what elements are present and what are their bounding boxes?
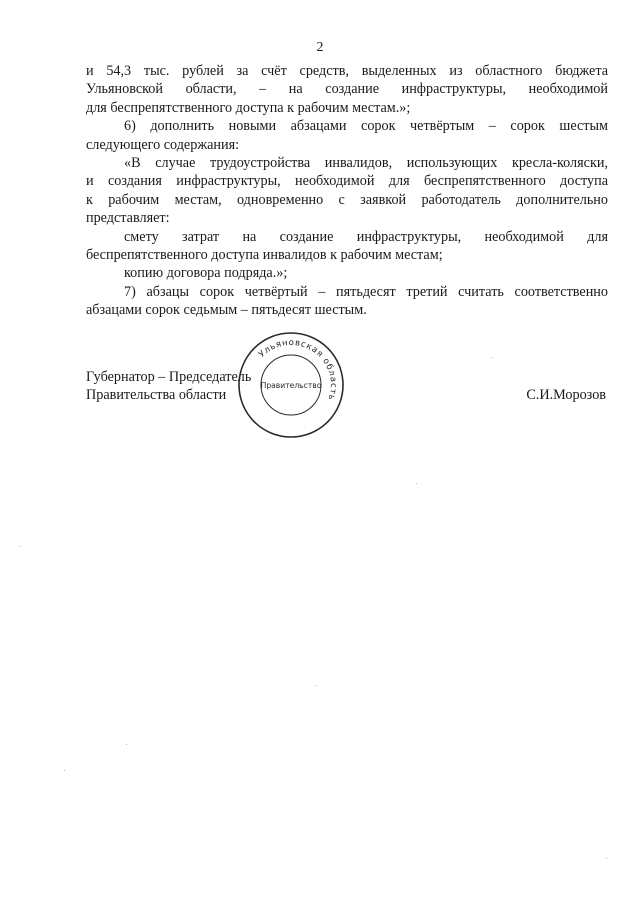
- text-line: смету затрат на создание инфраструктуры, необходимой для: [124, 228, 608, 245]
- text-line: представляет:: [86, 210, 170, 227]
- text-line: и 54,3 тыс. рублей за счёт средств, выделенных из областного бюджета: [86, 63, 608, 79]
- scan-speck: [64, 770, 65, 771]
- text-line: абзацами сорок седьмым – пятьдесят шестым.: [86, 302, 367, 319]
- scan-speck: [416, 483, 417, 484]
- seal-center-text: Правительство: [260, 381, 322, 390]
- text-line: «В случае трудоустройства инвалидов, использующих кресла-коляски,: [124, 154, 608, 171]
- text-line: беспрепятственного доступа инвалидов к рабочим местам;: [86, 246, 443, 263]
- signatory-title: Правительства области: [86, 387, 227, 403]
- text-line: для беспрепятственного доступа к рабочим местам.»;: [86, 99, 411, 116]
- official-seal-stamp: [236, 330, 346, 440]
- scan-speck: [606, 858, 607, 859]
- text-line: 6) дополнить новыми абзацами сорок четвёртым – сорок шестым: [124, 118, 608, 135]
- seal-ring-text: Ульяновская область: [257, 337, 339, 402]
- text-line: и создания инфраструктуры, необходимой для беспрепятственного доступа: [86, 173, 608, 190]
- document-body: [86, 62, 608, 319]
- signatory-name: С.И.Морозов: [526, 387, 606, 403]
- svg-text:Ульяновская область: [257, 338, 338, 402]
- scan-speck: [492, 357, 493, 358]
- signature-block: [86, 368, 606, 428]
- scan-speck: [315, 685, 316, 686]
- scan-speck: [126, 744, 127, 745]
- text-line: Ульяновской области, – на создание инфраструктуры, необходимой: [86, 81, 608, 98]
- page-number: 2: [316, 40, 324, 55]
- scan-speck: [20, 546, 21, 547]
- text-line: 7) абзацы сорок четвёртый – пятьдесят третий считать соответственно: [124, 283, 608, 300]
- text-line: копию договора подряда.»;: [124, 265, 288, 282]
- text-line: к рабочим местам, одновременно с заявкой работодатель дополнительно: [86, 191, 608, 208]
- signatory-title: Губернатор – Председатель: [86, 369, 252, 385]
- text-line: следующего содержания:: [86, 136, 240, 153]
